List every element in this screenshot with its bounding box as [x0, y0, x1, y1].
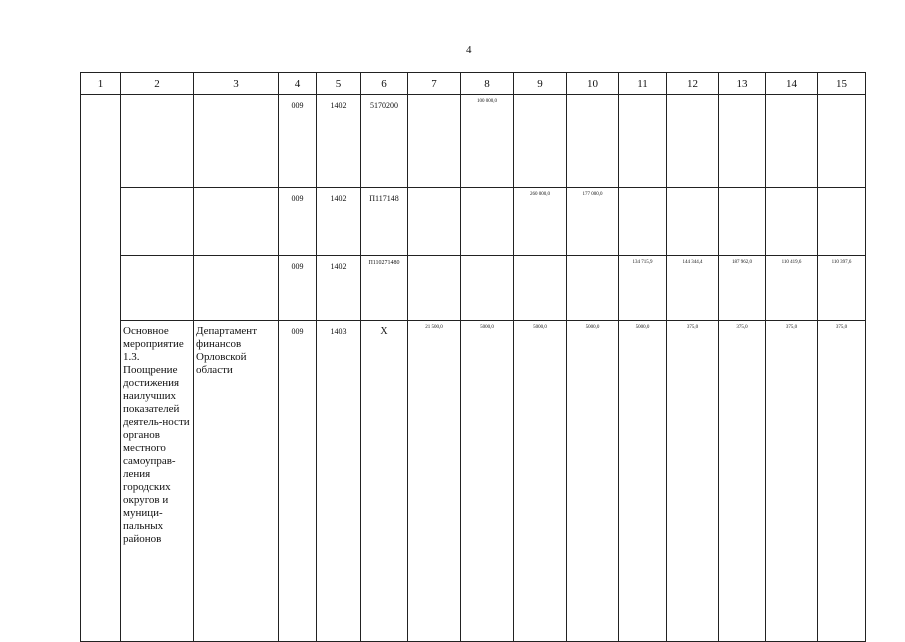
table-cell	[567, 256, 619, 321]
table-cell: 260 000,0	[514, 188, 567, 256]
table-row	[81, 188, 866, 256]
table-cell: 110 419,6	[766, 256, 818, 321]
table-cell: 1402	[317, 256, 361, 321]
table-cell: 009	[279, 188, 317, 256]
table-cell	[719, 95, 766, 188]
page-number: 4	[466, 44, 472, 56]
table-cell	[461, 188, 514, 256]
table-cell	[408, 256, 461, 321]
table-cell: 5000,0	[514, 321, 567, 642]
table-cell	[408, 95, 461, 188]
table-cell: 134 715,9	[619, 256, 667, 321]
header-cell: 7	[408, 73, 461, 95]
table-cell: 1403	[317, 321, 361, 642]
header-cell: 11	[619, 73, 667, 95]
header-cell: 13	[719, 73, 766, 95]
table-cell: 110 397,6	[818, 256, 866, 321]
table-cell: 375,0	[719, 321, 766, 642]
header-cell: 12	[667, 73, 719, 95]
table-row	[81, 256, 866, 321]
table-cell	[121, 95, 194, 188]
table-cell: 1402	[317, 188, 361, 256]
header-cell: 1	[81, 73, 121, 95]
table-cell	[194, 188, 279, 256]
table-cell: Х	[361, 321, 408, 642]
table-cell	[121, 188, 194, 256]
activity-name-cell: Основное мероприятие 1.3. Поощрение достижения наилучших показателей деятель-ности органов местного самоуправ-ления городских округов и муници-пальных районов	[121, 321, 194, 642]
table-cell: 375,0	[667, 321, 719, 642]
header-cell: 10	[567, 73, 619, 95]
table-cell	[766, 95, 818, 188]
table-cell	[766, 188, 818, 256]
table-cell	[667, 95, 719, 188]
table-cell: П117148	[361, 188, 408, 256]
table-cell: 187 962,0	[719, 256, 766, 321]
budget-table	[80, 72, 866, 642]
table-cell	[719, 188, 766, 256]
table-cell	[514, 256, 567, 321]
header-cell: 8	[461, 73, 514, 95]
table-cell: 009	[279, 256, 317, 321]
table-cell: 5170200	[361, 95, 408, 188]
table-cell	[619, 95, 667, 188]
header-cell: 15	[818, 73, 866, 95]
header-cell: 3	[194, 73, 279, 95]
table-cell: 375,0	[818, 321, 866, 642]
table-cell	[121, 256, 194, 321]
department-cell: Департамент финансов Орловской области	[194, 321, 279, 642]
header-cell: 5	[317, 73, 361, 95]
header-cell: 2	[121, 73, 194, 95]
header-cell: 14	[766, 73, 818, 95]
table-cell: 5000,0	[567, 321, 619, 642]
table-cell: 21 500,0	[408, 321, 461, 642]
table-cell	[514, 95, 567, 188]
table-cell	[81, 95, 121, 642]
table-cell: 009	[279, 95, 317, 188]
table-cell: 177 000,0	[567, 188, 619, 256]
table-cell	[818, 188, 866, 256]
table-cell	[461, 256, 514, 321]
header-cell: 9	[514, 73, 567, 95]
table-cell	[194, 95, 279, 188]
table-row	[81, 321, 866, 642]
table-row	[81, 95, 866, 188]
table-cell: 144 344,4	[667, 256, 719, 321]
header-cell: 4	[279, 73, 317, 95]
table-cell: 5000,0	[619, 321, 667, 642]
table-cell	[667, 188, 719, 256]
header-cell: 6	[361, 73, 408, 95]
header-row	[81, 73, 866, 95]
table-cell	[619, 188, 667, 256]
table-cell	[408, 188, 461, 256]
table-cell	[818, 95, 866, 188]
table-cell	[567, 95, 619, 188]
table-cell: 100 000,0	[461, 95, 514, 188]
table-cell: П110271480	[361, 256, 408, 321]
table-cell: 5000,0	[461, 321, 514, 642]
table-cell: 375,0	[766, 321, 818, 642]
table-cell	[194, 256, 279, 321]
table-cell: 009	[279, 321, 317, 642]
table-cell: 1402	[317, 95, 361, 188]
